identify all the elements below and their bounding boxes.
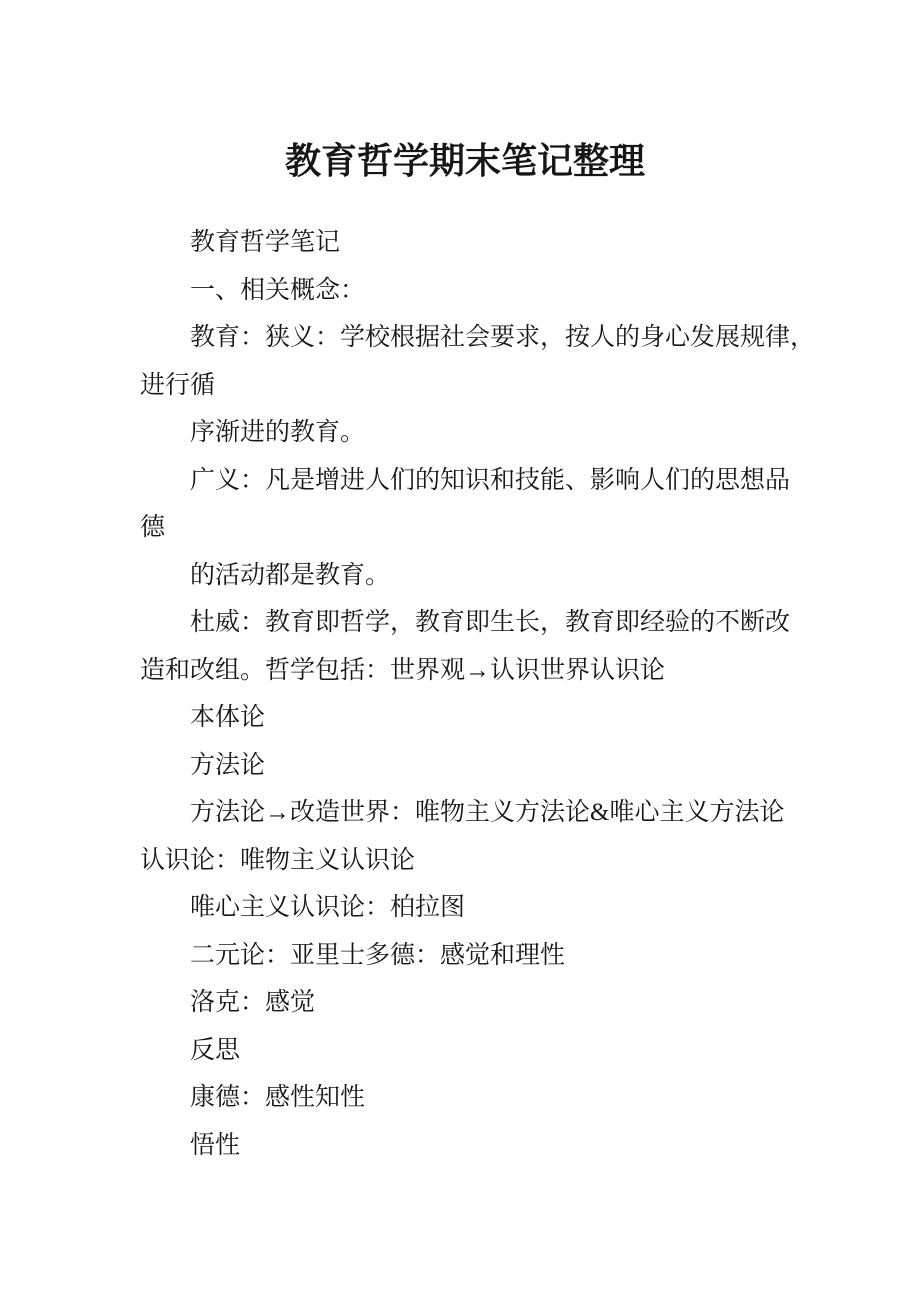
text-line: 悟性 [190,1131,241,1159]
text-line: 一、相关概念： [190,276,366,304]
text-line: 本体论 [190,704,266,731]
document-body [140,219,816,1169]
text-line: 方法论→改造世界：唯物主义方法论&唯心主义方法论 [190,799,785,826]
text-line: 广义：凡是增进人们的知识和技能、影响人们的思想品 [190,466,791,494]
text-line: 二元论：亚里士多德：感觉和理性 [190,941,566,969]
text-line: 造和改组。哲学包括：世界观→认识世界认识论 [140,656,666,684]
text-line: 教育哲学笔记 [190,229,341,256]
text-line: 唯心主义认识论：柏拉图 [190,894,466,921]
text-line: 方法论 [190,751,266,779]
text-line: 序渐进的教育。 [190,419,366,446]
text-line: 认识论：唯物主义认识论 [140,846,416,874]
text-line: 进行循 [140,371,216,399]
text-line: 洛克：感觉 [190,989,316,1016]
document-title: 教育哲学期末笔记整理 [284,141,645,181]
text-line: 教育：狭义：学校根据社会要求，按人的身心发展规律， [190,324,816,351]
text-line: 反思 [190,1036,241,1064]
text-line: 德 [140,514,166,541]
text-line: 康德：感性知性 [190,1084,366,1111]
text-line: 的活动都是教育。 [190,561,391,589]
text-line: 杜威：教育即哲学，教育即生长，教育即经验的不断改 [190,609,791,636]
